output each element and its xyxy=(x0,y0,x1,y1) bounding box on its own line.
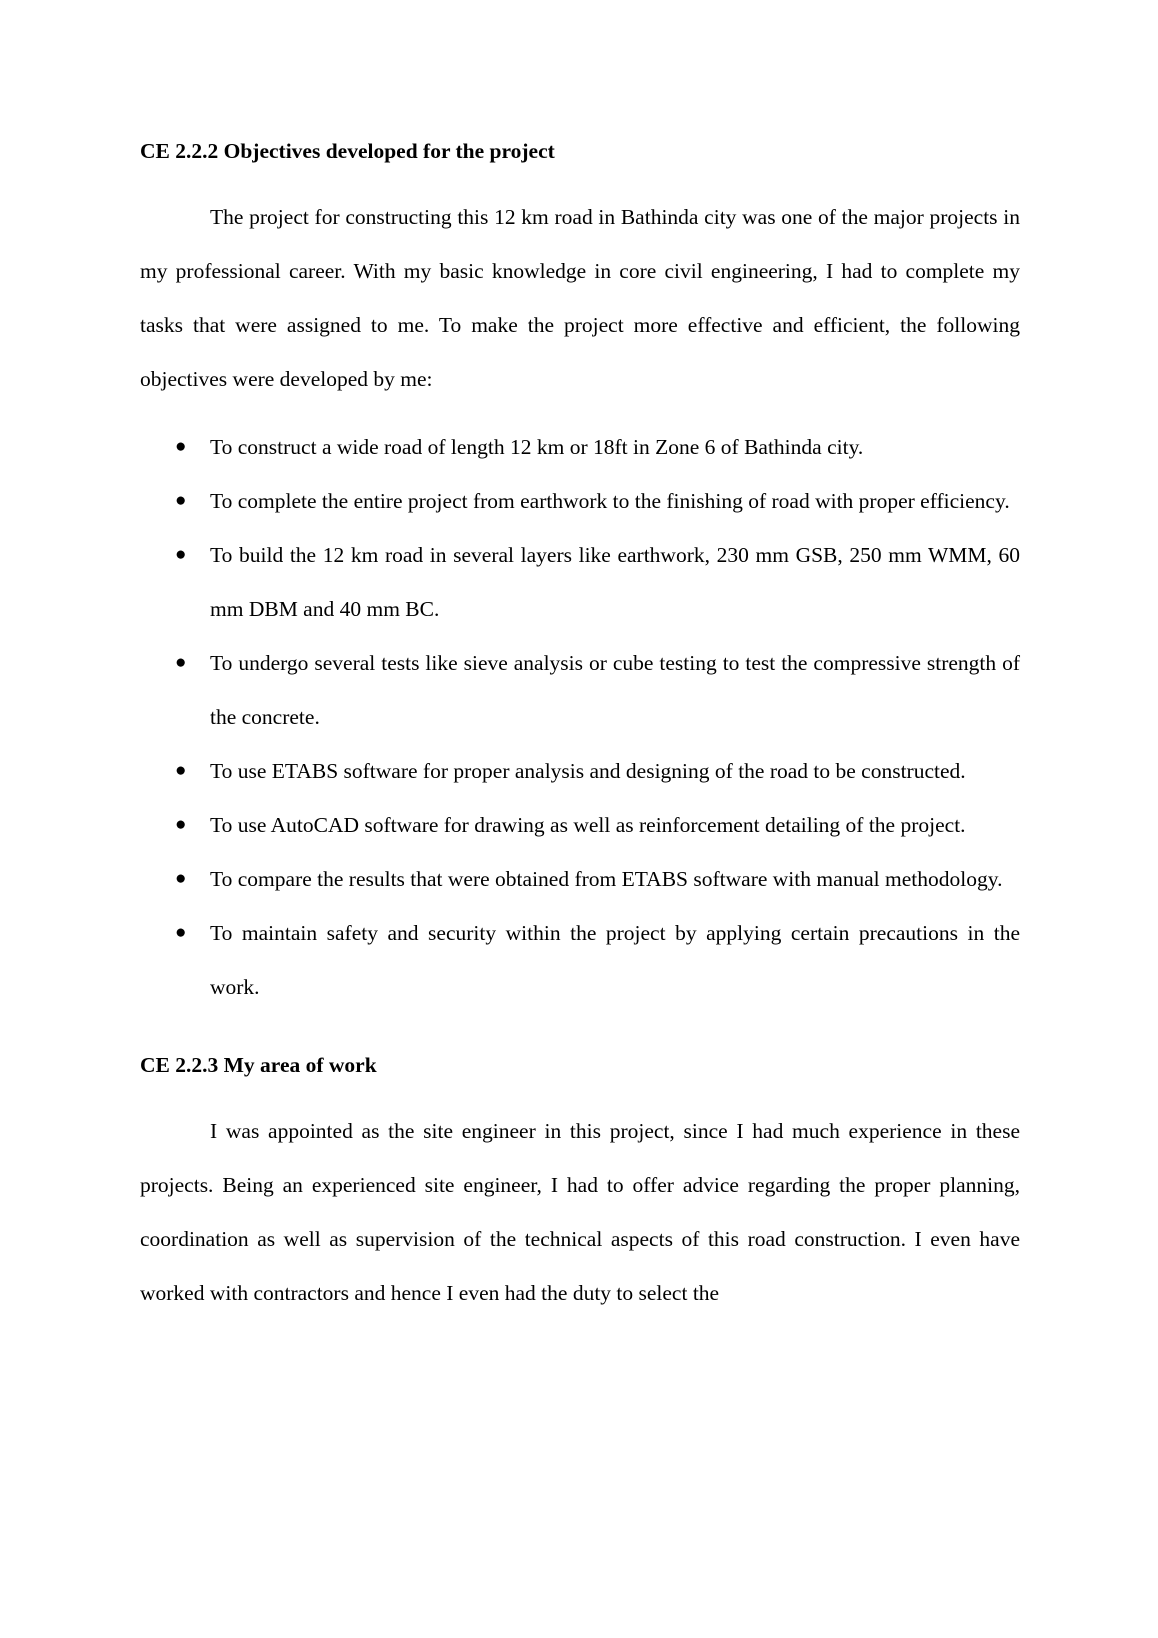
bullet-icon: ● xyxy=(175,436,187,457)
list-item xyxy=(140,744,1020,798)
list-item-text: To undergo several tests like sieve analysis or cube testing to test the compressive strength of the concrete. xyxy=(210,651,1020,729)
bullet-icon: ● xyxy=(175,652,187,673)
objectives-list xyxy=(140,420,1020,1014)
list-item-text: To build the 12 km road in several layers like earthwork, 230 mm GSB, 250 mm WMM, 60 mm DBM and 40 mm BC. xyxy=(210,543,1020,621)
list-item xyxy=(140,636,1020,744)
list-item xyxy=(140,798,1020,852)
bullet-icon: ● xyxy=(175,814,187,835)
list-item xyxy=(140,474,1020,528)
document-page xyxy=(140,136,1020,1320)
section-heading-area-of-work: CE 2.2.3 My area of work xyxy=(140,1053,377,1077)
list-item-text: To complete the entire project from earthwork to the finishing of road with proper efficiency. xyxy=(210,489,1010,513)
area-of-work-paragraph: I was appointed as the site engineer in this project, since I had much experience in these projects. Being an experienced site engineer, I had to offer advice regarding the proper planning, coordination as well as supervision of the technical aspects of this road construction. I even have worked with contractors and hence I even had the duty to select the xyxy=(140,1119,1020,1305)
list-item-text: To compare the results that were obtained from ETABS software with manual methodology. xyxy=(210,867,1003,891)
list-item-text: To use ETABS software for proper analysis and designing of the road to be constructed. xyxy=(210,759,966,783)
bullet-icon: ● xyxy=(175,490,187,511)
list-item xyxy=(140,528,1020,636)
list-item xyxy=(140,906,1020,1014)
bullet-icon: ● xyxy=(175,760,187,781)
list-item-text: To use AutoCAD software for drawing as well as reinforcement detailing of the project. xyxy=(210,813,966,837)
bullet-icon: ● xyxy=(175,868,187,889)
bullet-icon: ● xyxy=(175,544,187,565)
list-item-text: To construct a wide road of length 12 km or 18ft in Zone 6 of Bathinda city. xyxy=(210,435,864,459)
section-heading-objectives: CE 2.2.2 Objectives developed for the project xyxy=(140,139,555,163)
objectives-intro-paragraph: The project for constructing this 12 km road in Bathinda city was one of the major projects in my professional career. With my basic knowledge in core civil engineering, I had to complete my tasks that were assigned to me. To make the project more effective and efficient, the following objectives were developed by me: xyxy=(140,205,1020,391)
list-item xyxy=(140,420,1020,474)
list-item xyxy=(140,852,1020,906)
list-item-text: To maintain safety and security within the project by applying certain precautions in the work. xyxy=(210,921,1020,999)
bullet-icon: ● xyxy=(175,922,187,943)
